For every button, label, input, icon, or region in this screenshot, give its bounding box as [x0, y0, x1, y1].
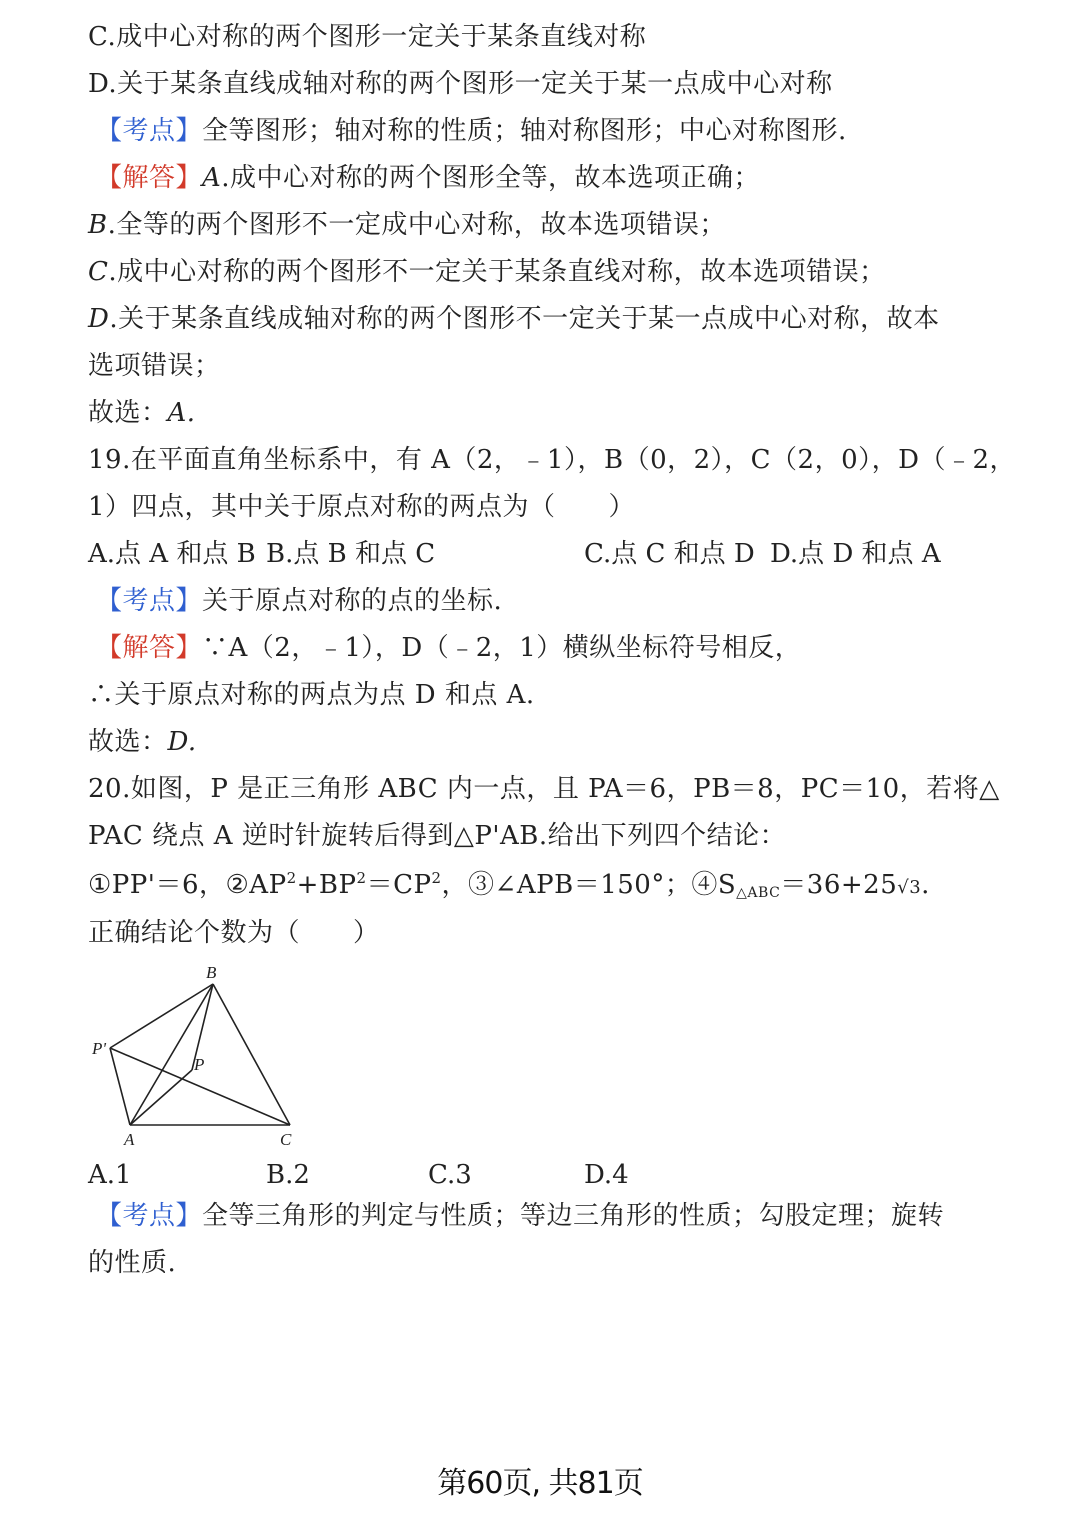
c2-sep: ，	[441, 870, 469, 900]
label-a: A	[124, 1130, 135, 1149]
q19-jieda	[96, 625, 801, 671]
q18-option-d: D.关于某条直线成轴对称的两个图形一定关于某一点成中心对称	[88, 69, 833, 99]
option-letter: C	[88, 257, 109, 287]
q20-kaodian-cont: 的性质.	[88, 1248, 177, 1278]
q19-option-c: C.点 C 和点 D	[584, 539, 755, 569]
conclusion-1: ①PP'＝6，	[88, 870, 226, 900]
sqrt-three: √3	[897, 877, 922, 898]
q19-kaodian	[96, 578, 502, 624]
edge-pp-b	[110, 984, 213, 1048]
q18-answer	[88, 390, 196, 436]
kaodian-text: 全等三角形的判定与性质；等边三角形的性质；勾股定理；旋转	[202, 1201, 945, 1231]
q18-option-c: C.成中心对称的两个图形一定关于某条直线对称	[88, 22, 647, 52]
jieda-text: .成中心对称的两个图形全等，故本选项正确；	[221, 163, 761, 193]
c4-subscript: △ABC	[736, 885, 781, 901]
label-b: B	[206, 963, 217, 982]
jieda-tag: 【解答】	[96, 633, 203, 663]
c2-bp: +BP	[296, 870, 357, 900]
q18-jieda-d-cont: 选项错误；	[88, 351, 221, 381]
q18-kaodian	[96, 108, 847, 154]
answer-prefix: 故选：	[88, 727, 168, 757]
c4-value: ＝36+25	[780, 870, 898, 900]
q19-answer	[88, 719, 197, 765]
option-letter: A	[202, 163, 222, 193]
q20-kaodian	[96, 1193, 944, 1239]
q18-jieda-c	[88, 249, 886, 295]
jieda-tag: 【解答】	[96, 163, 203, 193]
q20-stem-line1: 20.如图，P 是正三角形 ABC 内一点，且 PA＝6，PB＝8，PC＝10，若将△	[88, 774, 1000, 804]
q20-option-b: B.2	[266, 1160, 310, 1190]
option-letter: B	[88, 210, 108, 240]
q20-stem-line4: 正确结论个数为（ ）	[88, 918, 380, 948]
q19-option-a: A.点 A 和点 B	[88, 539, 256, 569]
kaodian-text: 全等图形；轴对称的性质；轴对称图形；中心对称图形.	[202, 116, 847, 146]
jieda-text: .全等的两个图形不一定成中心对称，故本选项错误；	[107, 210, 726, 240]
conclusion-2	[226, 870, 469, 900]
q18-jieda-b	[88, 202, 726, 248]
c2-cp: ＝CP	[366, 870, 432, 900]
edge-pp-a	[110, 1048, 130, 1125]
answer-value: D.	[167, 727, 197, 757]
q19-conclusion: ∴关于原点对称的两点为点 D 和点 A.	[88, 680, 535, 710]
label-p: P	[194, 1055, 205, 1074]
label-c: C	[280, 1130, 292, 1149]
label-p-prime: P'	[92, 1039, 107, 1058]
q19-stem-line1: 19.在平面直角坐标系中，有 A（2，﹣1），B（0，2），C（2，0），D（﹣2，	[88, 445, 1017, 475]
answer-prefix: 故选：	[88, 398, 168, 428]
kaodian-tag: 【考点】	[96, 1201, 203, 1231]
q19-option-d: D.点 D 和点 A	[770, 539, 941, 569]
q20-conclusions	[88, 862, 930, 911]
exponent: 2	[431, 869, 442, 887]
page-footer: 第60页, 共81页	[437, 1466, 643, 1501]
c4-s: ④S	[691, 870, 737, 900]
kaodian-tag: 【考点】	[96, 116, 203, 146]
q18-jieda-a	[96, 155, 760, 201]
kaodian-tag: 【考点】	[96, 586, 203, 616]
conclusion-4	[691, 870, 930, 900]
c4-end: .	[921, 870, 930, 900]
exponent: 2	[286, 869, 297, 887]
edge-a-p	[130, 1070, 192, 1125]
conclusion-3: ③∠APB＝150°；	[468, 870, 692, 900]
kaodian-text: 关于原点对称的点的坐标.	[202, 586, 503, 616]
q19-stem-line2: 1）四点，其中关于原点对称的两点为（ ）	[88, 492, 636, 522]
triangle-rotation-figure	[88, 960, 308, 1155]
exponent: 2	[356, 869, 367, 887]
q20-stem-line2: PAC 绕点 A 逆时针旋转后得到△P'AB.给出下列四个结论：	[88, 821, 787, 851]
jieda-text: .成中心对称的两个图形不一定关于某条直线对称，故本选项错误；	[108, 257, 886, 287]
answer-value: A.	[167, 398, 196, 428]
q20-option-d: D.4	[584, 1160, 629, 1190]
q19-option-b: B.点 B 和点 C	[266, 539, 436, 569]
q18-jieda-d	[88, 296, 940, 342]
edge-b-c	[213, 984, 290, 1125]
jieda-text: ∵A（2，﹣1），D（﹣2，1）横纵坐标符号相反，	[202, 633, 802, 663]
jieda-text: .关于某条直线成轴对称的两个图形不一定关于某一点成中心对称，故本	[109, 304, 940, 334]
q20-option-a: A.1	[88, 1160, 132, 1190]
c2-ap: ②AP	[225, 870, 287, 900]
option-letter: D	[88, 304, 110, 334]
q20-option-c: C.3	[428, 1160, 472, 1190]
